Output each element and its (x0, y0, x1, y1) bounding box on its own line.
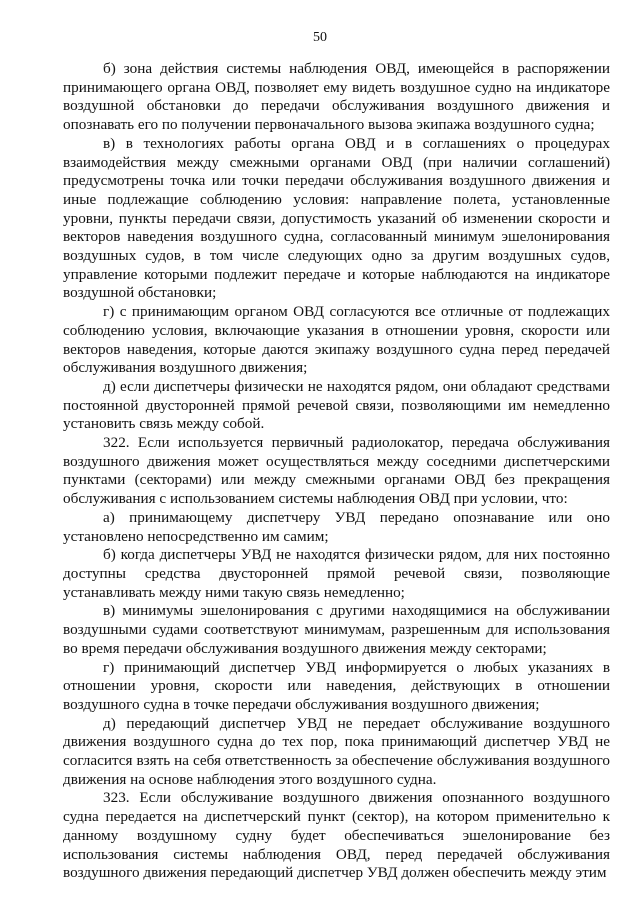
paragraph-322-g: г) принимающий диспетчер УВД информируется о любых указаниях в отношении уровня, скорости или наведения, действующих в отношении воздушного судна в точке передачи обслуживания воздушного движения; (63, 658, 610, 713)
paragraph-b-surveillance-zone: б) зона действия системы наблюдения ОВД, имеющейся в распоряжении принимающего органа ОВД, позволяет ему видеть воздушное судно на индикаторе воздушной обстановки до передачи обслуживания воздушного движения и опознавать его по получении первоначального вызова экипажа воздушного судна; (63, 60, 610, 134)
paragraph-g-agreed-conditions: г) с принимающим органом ОВД согласуются все отличные от подлежащих соблюдению условия, включающие указания в отношении уровня, скорости или векторов наведения, которые даются экипажу воздушного судна перед передачей обслуживания воздушного движения; (63, 303, 610, 377)
paragraph-323: 323. Если обслуживание воздушного движения опознанного воздушного судна передается на диспетчерский пункт (сектор), на котором применительно к данному воздушному судну будет обеспечиваться эшелонирование без использования системы наблюдения ОВД, перед передачей обслуживания воздушного движения передающий диспетчер УВД должен обеспечить между этим (63, 789, 610, 882)
paragraph-322-d: д) передающий диспетчер УВД не передает обслуживание воздушного движения воздушного судна до тех пор, пока принимающий диспетчер УВД не согласится взять на себя ответственность за обеспечение обслуживания воздушного движения на основе наблюдения этого воздушного судна. (63, 714, 610, 788)
paragraph-322-a: а) принимающему диспетчеру УВД передано опознавание или оно установлено непосредственно им самим; (63, 508, 610, 545)
document-body (63, 60, 610, 883)
paragraph-d-voice-communication: д) если диспетчеры физически не находятся рядом, они обладают средствами постоянной двусторонней прямой речевой связи, позволяющими им немедленно установить связь между собой. (63, 377, 610, 433)
paragraph-322-b: б) когда диспетчеры УВД не находятся физически рядом, для них постоянно доступны средства двусторонней прямой речевой связи, позволяющие устанавливать между ними такую связь немедленно; (63, 546, 610, 601)
paragraph-v-transfer-points: в) в технологиях работы органа ОВД и в соглашениях о процедурах взаимодействия между смежными органами ОВД (при наличии соглашений) предусмотрены точка или точки передачи обслуживания воздушного движения и иные подлежащие соблюдению условия: направление полета, установленные уровни, пункты передачи связи, допустимость указаний об изменении скорости и векторов наведения воздушного судна, согласованный минимум эшелонирования воздушных судов, в том числе следующих одно за другим воздушных судов, управление которыми подлежит передаче и которые наблюдаются на индикаторе воздушной обстановки; (63, 134, 610, 302)
paragraph-322-v: в) минимумы эшелонирования с другими находящимися на обслуживании воздушными судами соответствуют минимумам, разрешенным для использования во время передачи обслуживания воздушного движения между секторами; (63, 602, 610, 657)
page-number: 50 (313, 30, 327, 45)
paragraph-322: 322. Если используется первичный радиолокатор, передача обслуживания воздушного движения может осуществляться между соседними диспетчерскими пунктами (секторами) или между смежными органами ОВД без прекращения обслуживания с использованием системы наблюдения ОВД при условии, что: (63, 434, 610, 508)
